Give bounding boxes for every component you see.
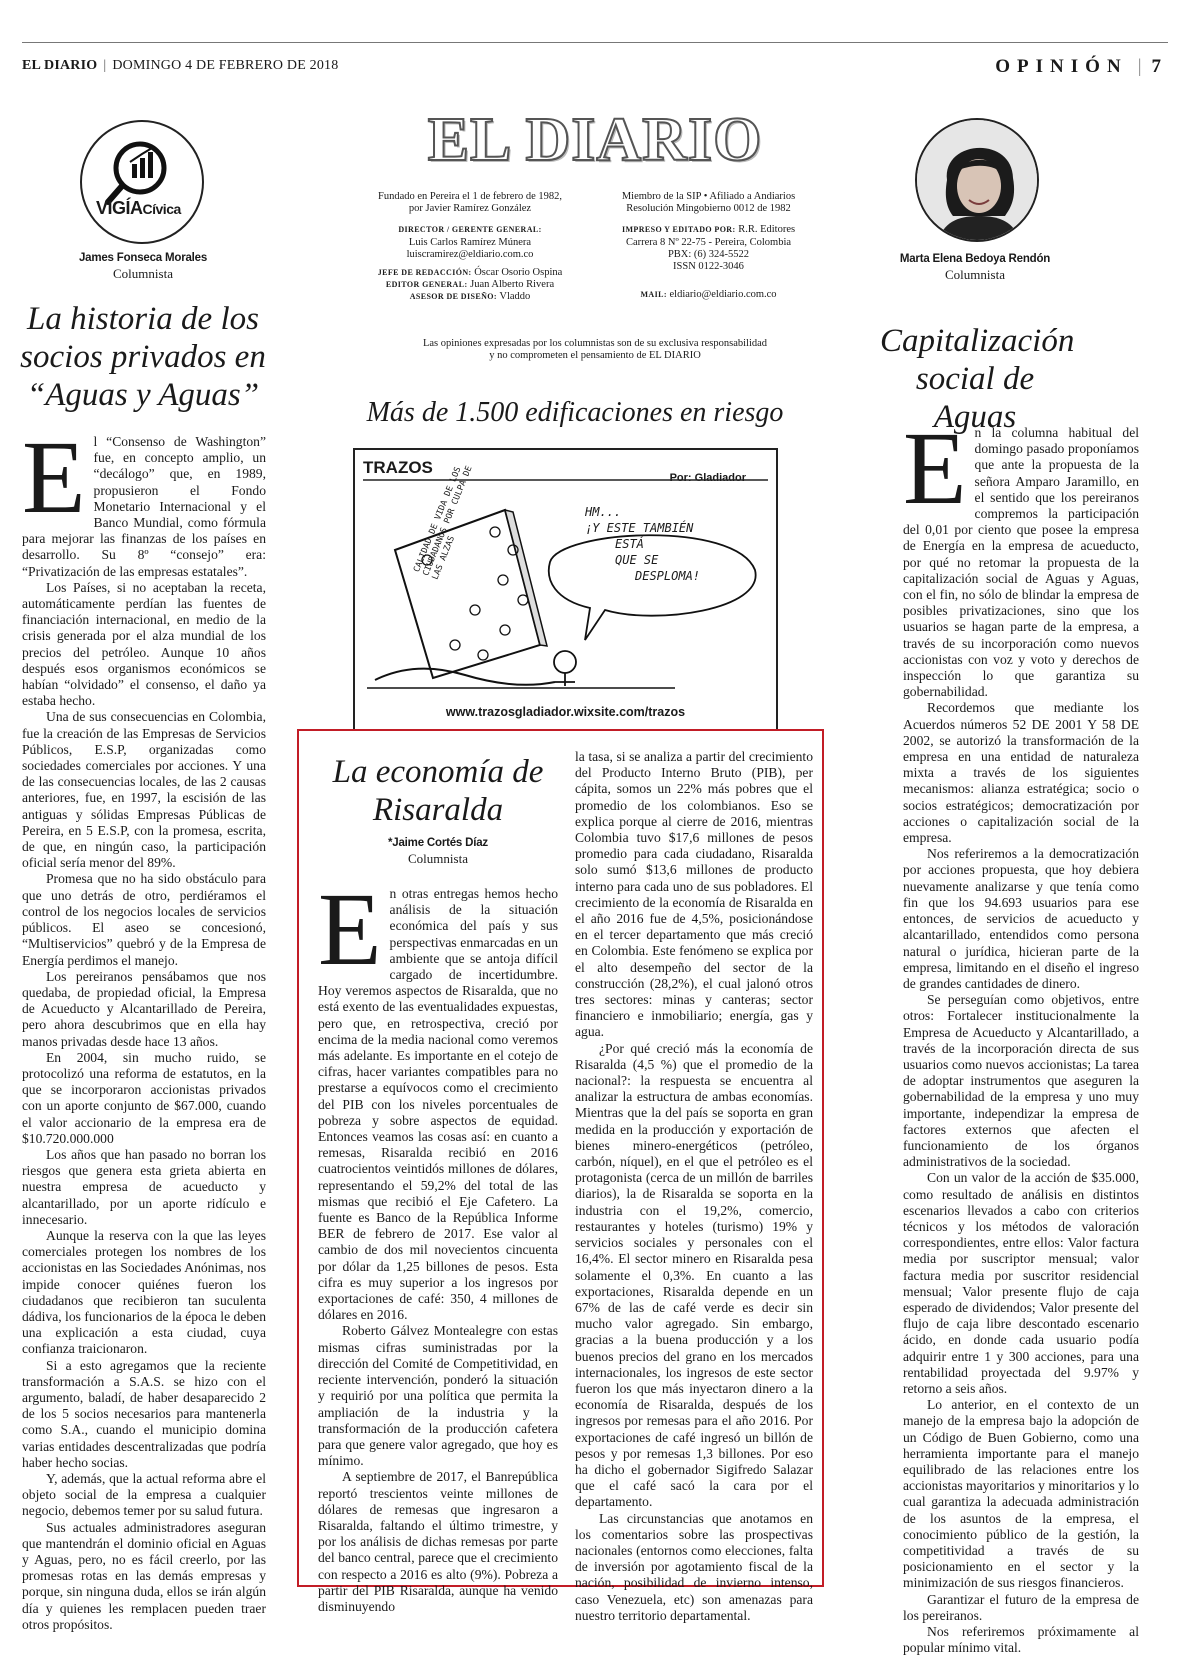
right-article-body (903, 411, 1139, 1656)
cartoon (353, 448, 778, 731)
issue-date: DOMINGO 4 DE FEBRERO DE 2018 (112, 58, 339, 73)
center-byline (318, 836, 558, 866)
author-portrait (915, 118, 1039, 242)
paragraph: ¿Por qué creció más la economía de Risaralda (4,5 %) que el promedio de la nacional?: la respuesta se encuentra al analizar la estructura de ambas economías. Mientras que la del país se soporta en gran medida en la producción y exportación de bienes minero-energéticos (petróleo, carbón, níquel), en el que el petróleo es el protagonista (cerca de un millón de barriles diarios), la de Risaralda se soporta en la industria con el 19,2%, comercio, restaurantes y hoteles (turismo) 19% y servicios sociales y personales con el 16,4%. El sector minero en Risaralda pesa solamente el 0,3%. En cuanto a las exportaciones, Risaralda depende en un 67% de las de café verde es decir sin mucho valor agregado. Sin embargo, gracias a la buena producción y a los buenos precios del grano en los mercados internacionales, los ingresos de este sector fueron los que más inyectaron dinero a la economía de Risaralda, después de los ingresos por remesas para el año 2016. Por exportaciones de café ingresó un billón de pesos y por remesas 1,3 billones. Por eso ha dicho el gobernador Sigifredo Salazar que el café sacó la cara por el departamento. (575, 1040, 813, 1510)
strip-author: Por: Gladiador (669, 472, 746, 484)
paragraph: n la columna habitual del domingo pasado proponíamos que ante la propuesta de la señora Amparo Jaramillo, en el sentido que los pereiranos compremos la participación del 0,01 por ciento que posee la empresa de Energía en la empresa de acueducto, por qué no retomar la propuesta de la capitalización social de Aguas y Aguas, con el fin, no sólo de blindar la empresa de posibles privatizaciones, sino que los usuarios se hagan parte de la empresa, a través de su incorporación como nuevos accionistas con voz y voto y derechos de inspección lo que garantiza su gobernabilidad. (903, 425, 1139, 700)
masthead (360, 108, 830, 172)
paragraph: la tasa, si se analiza a partir del crecimiento del Producto Interno Bruto (PIB), per cápita, somos un 22% más pobres que el promedio de los colombianos. Eso se explica porque al cierre de 2016, mientras Colombia tuvo $17,6 millones de pesos promedio para cada ciudadano, Risaralda solo sumó $13,6 millones de producto interno para cada uno de sus pobladores. El crecimiento de la economía de Risaralda en el año 2016 fue de 4,5%, posicionándose en el tercer departamento que más creció en Colombia. Este fenómeno se explica por el alto desempeño del sector de la construcción (28,2%), el cual jalonó otros tres sectores: minas y canteras; sector financiero e inmobiliario; energía, gas y agua. (575, 749, 813, 1040)
strip-name: TRAZOS (363, 458, 433, 477)
paragraph: Lo anterior, en el contexto de un manejo de la empresa bajo la adopción de un Código de Buen Gobierno, como una herramienta importante para el manejo equilibrado de las relaciones entre los accionistas mayoritarios y minoritarios y lo cual garantiza la adecuada administración de los asuntos de la empresa, el conocimiento público de la gestión, la competitividad a través de su posicionamiento en el sector y la minimización de sus riesgos financieros. (903, 1397, 1139, 1591)
paragraph: n otras entregas hemos hecho análisis de la situación económica del país y sus perspectivas enmarcadas en un ambiente que se antoja difícil cargado de incertidumbre. Hoy veremos aspectos de Risaralda, que no está exento de las eventualidades expuestas, pero que, en retrospectiva, creció por encima de la media nacional como veremos más adelante. Es importante en el cotejo de cifras, hacer variantes compatibles para no prestarse a equívocos como el crecimiento del PIB con los niveles porcentuales de pobreza y sobre aspectos de equidad. Entonces veamos las cosas así: en cuanto a remesas, Risaralda recibió en 2016 cuatrocientos veintidós millones de dólares, representando el 59,2% del total de las mismas que recibió el Eje Cafetero. La fuente es Banco de la República Informe BER de febrero de 2017. Ese valor al cambio de dos mil novecientos cincuenta por dólar da 1,25 billones de pesos. Esta cifra es muy superior a los ingresos por exportaciones de café: 350, 4 millones de dólares en 2016. (318, 886, 558, 1323)
paragraph: Si a esto agregamos que la reciente transformación a S.A.S. se hizo con el argumento, baladí, de haber desaparecido 2 de los 5 socios necesarios para mantenerla como S.A., cuando el municipio domina varias entidades descentralizadas que podría haber hecho socias. (22, 1357, 266, 1470)
paragraph: En 2004, sin mucho ruido, se protocolizó una reforma de estatutos, en la que se incorporaron accionistas privados con un aporte conjunto de $67.000, cuando el valor accionario de la empresa era de $10.720.000.000 (22, 1049, 266, 1146)
paragraph: Se perseguían como objetivos, entre otros: Fortalecer institucionalmente la Empresa de Acueducto y Alcantarillado, a través de la incorporación directa de sus usuarios como nuevos accionistas; La tarea de adoptar instrumentos que aseguren la gobernabilidad de la empresa y uno muy importante, independizar la empresa de factores externos que afecten el funcionamiento de los órganos administrativos de la sociedad. (903, 992, 1139, 1170)
cartoon-title: Más de 1.500 edificaciones en riesgo (366, 397, 784, 428)
magnifier-icon (82, 122, 204, 244)
paragraph: Una de sus consecuencias en Colombia, fue la creación de las Empresas de Servicios Públicos, E.S.P, organizadas como sociedades comerciales por acciones. Y una de las consecuencias locales, de las 2 causas anteriores, fue, en 1997, la escisión de las antiguas y sólidas Empresas Públicas de Pereira, en 5 E.S.P, con la promesa, escrita, de que, en ningún caso, la participación oficial sería menor del 89%. (22, 709, 266, 871)
paragraph: Las circunstancias que anotamos en los comentarios sobre las prospectivas nacionales (entornos como elecciones, falta de inversión por agotamiento fiscal de la nación, posibilidad de invierno intenso, caso Venezuela, etc) son amenazas para nuestro territorio departamental. (575, 1510, 813, 1623)
paragraph: Y, además, que la actual reforma abre el objeto social de la empresa a cualquier negocio, debemos temer por su salud futura. (22, 1471, 266, 1519)
paragraph: Roberto Gálvez Montealegre con estas mismas cifras suministradas por la dirección del Comité de Competitividad, en reciente intervención, ponderó la situación y requirió por una política que permita la ampliación de la industria y la transformación de la producción cafetera para que genere valor agregado, que hoy es mínimo. (318, 1323, 558, 1469)
paragraph: A septiembre de 2017, el Banrepública reportó trescientos veinte millones de dólares de remesas que ingresaron a Risaralda, faltando el último trimestre, y por los análisis de dichas remesas por parte del banco central, parece que el crecimiento con respecto a 2016 es alto (9%). Pobreza a partir del PIB Risaralda, aunque ha venido disminuyendo (318, 1469, 558, 1614)
paragraph: Los pereiranos pensábamos que nos quedaba, de propiedad oficial, la Empresa de Acueducto y Alcantarillado de Pereira, pero ahora descubrimos que en ella hay manos privadas desde hace 13 años. (22, 968, 266, 1049)
center-article-body-col2 (575, 749, 813, 1624)
masthead-disclaimer: Las opiniones expresadas por los columnistas son de su exclusiva responsabilidad y no comprometen el pensamiento de EL DIARIO (422, 338, 768, 362)
masthead-founded: Fundado en Pereira el 1 de febrero de 1982, por Javier Ramírez González DIRECTOR / GERENTE GENERAL: Luis Carlos Ramírez Múnera luiscramirez@eldiario.com.co JEFE DE REDACCIÓN: Óscar Osorio Ospina EDITOR GENERAL: Juan Alberto Rivera ASESOR DE DISEÑO: Vladdo (377, 191, 563, 303)
right-article-title: Capitalización social de Aguas (880, 323, 1075, 435)
paragraph: Aunque la reserva con la que las leyes comerciales protegen los nombres de los accionistas en las Sociedades Anónimas, nos impide conocer quiénes fueron los ciudadanos que recibieron tan suculenta dádiva, los funcionarios de la época le deben una explicación a esta ciudad, cuya confianza traicionaron. (22, 1227, 266, 1357)
cartoon-url: www.trazosgladiador.wixsite.com/trazos (445, 705, 686, 719)
speech-bubble: HM... ¡Y ESTE TAMBIÉN ESTÁ QUE SE DESPLOMA! (585, 505, 701, 583)
paragraph: Nos referiremos a la democratización por acciones propuesta, que hoy debiera nuevamente analizarse y que tenía como fin que los 94.693 usuarios para ese entonces, de servicios de acueducto y alcantarillado, entendidos como persona natural o jurídica, hicieran parte de la empresa, limitando en el diseño el ingreso de grandes cantidades de dinero. (903, 846, 1139, 991)
paragraph: Los Países, si no aceptaban la receta, automáticamente perdían las fuentes de financiación internacional, en medio de la crisis generada por el alza mundial de los precios del petróleo. Aunque 10 años después esos organismos económicos se habían “olvidado” el consenso, el daño ya estaba hecho. (22, 579, 266, 709)
masthead-member: Miembro de la SIP • Afiliado a Andiarios Resolución Mingobierno 0012 de 1982 IMPRESO Y EDITADO POR: R.R. Editores Carrera 8 Nº 22-75 - Pereira, Colombia PBX: (6) 324-5522 ISSN 0122-3046 MAIL: eldiario@eldiario.com.co (621, 191, 796, 301)
paragraph: Nos referiremos próximamente al popular mínimo vital. (903, 1624, 1139, 1656)
paragraph: Garantizar el futuro de la empresa de los pereiranos. (903, 1591, 1139, 1623)
center-article-body-col1 (318, 872, 558, 1615)
dropcap: E (903, 411, 967, 526)
top-rule (22, 42, 1168, 43)
left-byline (22, 251, 264, 281)
building-text: CALIDAD DE VIDA DE LOS CIUDADANOS POR CULPA DE LAS ALZAS (412, 464, 475, 582)
author-role: Columnista (408, 851, 468, 866)
page-header-left: EL DIARIO | DOMINGO 4 DE FEBRERO DE 2018 (22, 58, 339, 73)
paragraph: Recordemos que mediante los Acuerdos números 52 DE 2001 Y 58 DE 2002, se autorizó la transformación de la empresa en una entidad de naturaleza mixta a través de los siguientes mecanismos: alianza estratégica; socio o socios estratégicos; democratización por acciones o capitalización social de la empresa. (903, 700, 1139, 846)
author-name: Marta Elena Bedoya Rendón (899, 253, 1051, 265)
section-name: OPINIÓN (995, 56, 1128, 77)
left-article-body (22, 420, 266, 1633)
vigia-civica-logo (80, 120, 204, 244)
paragraph: l “Consenso de Washington” fue, en concepto amplio, un “decálogo” que, en 1989, propusieron el Fondo Monetario Internacional y el Banco Mundial, como fórmula para mejorar las finanzas de los países en desarrollo. Su 8º “consejo” era: “Privatización de las empresas estatales”. (22, 434, 266, 579)
left-article-title: La historia de los socios privados en “Aguas y Aguas” (20, 301, 266, 413)
author-name: James Fonseca Morales (78, 252, 208, 264)
author-name: *Jaime Cortés Díaz (388, 837, 488, 849)
right-byline (855, 252, 1095, 282)
author-role: Columnista (945, 267, 1005, 282)
page-number: 7 (1151, 56, 1168, 77)
dropcap: E (22, 420, 86, 535)
paragraph: Sus actuales administradores aseguran que mantendrán el dominio oficial en Aguas y Aguas, pero, no es fácil creerlo, por las promesas rotas en las demás empresas y porque, sin ninguna duda, ellos se irán algún día y quienes les remplacen pueden traer otros propósitos. (22, 1519, 266, 1632)
dropcap: E (318, 872, 382, 987)
paragraph: Con un valor de la acción de $35.000, como resultado de análisis en distintos escenarios llevados a cabo con criterios técnicos y los métodos de valoración correspondientes, entre ellos: Valor factura media por suscriptor mensual; valor factura media por suscritor residencial mensual; Valor presente flujo de caja esperado de dividendos; Valor presente del flujo de caja libre descontado escenario ácido, en donde cada usuario podía adquirir entre 1 y 300 acciones, para una rentabilidad proyectada del 9.97% y retorno a seis años. (903, 1170, 1139, 1396)
author-role: Columnista (113, 266, 173, 281)
paragraph: Los años que han pasado no borran los riesgos que genera esta grieta abierta en nuestra empresa de acueducto y alcantarillado, por un aporte ridículo e innecesario. (22, 1146, 266, 1227)
masthead-logo: EL DIARIO (427, 106, 763, 174)
cartoon-drawing (355, 450, 776, 729)
center-article-title: La economía de Risaralda (332, 754, 544, 828)
page-header-right: OPINIÓN | 7 (995, 56, 1168, 77)
paragraph: Promesa que no ha sido obstáculo para que uno detrás de otro, perdiéramos el control de los negocios locales de servicios públicos. El aseo se concesionó, “Multiservicios” quebró y de la Empresa de Energía perdimos el manejo. (22, 871, 266, 968)
paper-name: EL DIARIO (22, 58, 98, 73)
logo-wordmark: VIGÍACívica (96, 198, 181, 218)
portrait-image (917, 120, 1039, 242)
